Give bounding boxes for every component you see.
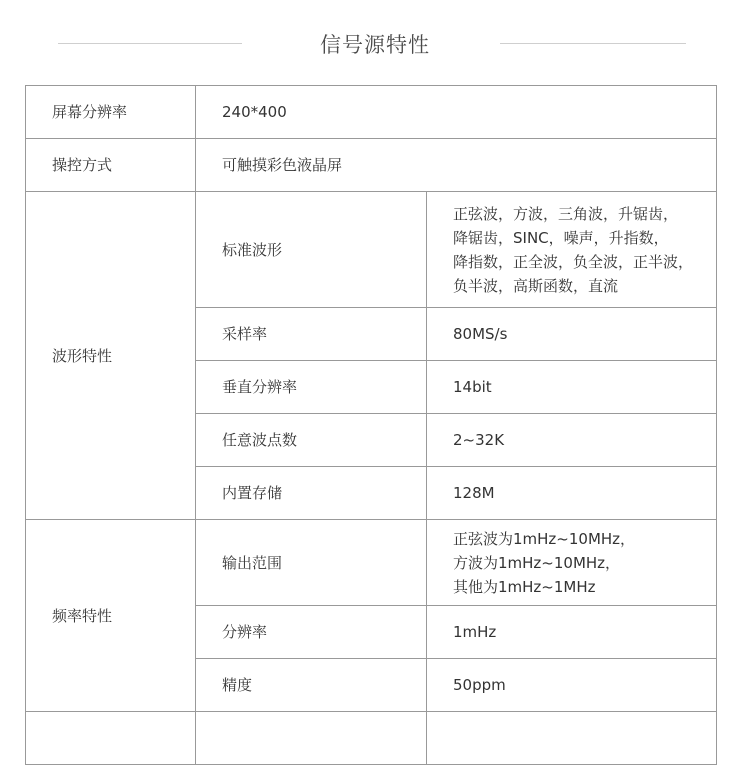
table-cell-empty [427,712,717,765]
group-label-waveform: 波形特性 [26,192,196,520]
row-value-standard-waveform [427,192,717,308]
row-value-control-method: 可触摸彩色液晶屏 [196,139,717,192]
row-value-arbitrary-points: 2~32K [427,414,717,467]
row-label-arbitrary-points: 任意波点数 [196,414,427,467]
group-label-frequency: 频率特性 [26,520,196,712]
row-value-vertical-resolution: 14bit [427,361,717,414]
row-value-accuracy: 50ppm [427,659,717,712]
table-row [26,520,717,606]
table-row [26,712,717,765]
row-label-internal-storage: 内置存储 [196,467,427,520]
row-value-internal-storage: 128M [427,467,717,520]
row-value-frequency-resolution: 1mHz [427,606,717,659]
range-line: 正弦波为1mHz~10MHz， [453,529,636,548]
row-value-screen-resolution: 240*400 [196,86,717,139]
title-divider-right [500,43,686,44]
spec-table [25,85,717,765]
waveform-list-line: 降锯齿，SINC，噪声，升指数， [453,228,669,247]
table-cell-empty [26,712,196,765]
row-label-output-range: 输出范围 [196,520,427,606]
table-row [26,192,717,308]
section-header [0,0,750,86]
row-label-frequency-resolution: 分辨率 [196,606,427,659]
waveform-list-line: 降指数，正全波，负全波，正半波， [453,252,694,271]
page-title: 信号源特性 [320,33,430,57]
row-label-accuracy: 精度 [196,659,427,712]
waveform-list-line: 正弦波，方波，三角波，升锯齿， [453,204,679,223]
row-label-sample-rate: 采样率 [196,308,427,361]
table-cell-empty [196,712,427,765]
table-row [26,86,717,139]
row-value-output-range [427,520,717,606]
row-label-control-method: 操控方式 [26,139,196,192]
table-row [26,139,717,192]
row-label-vertical-resolution: 垂直分辨率 [196,361,427,414]
waveform-list-line: 负半波，高斯函数，直流 [453,276,619,295]
range-line: 方波为1mHz~10MHz， [453,553,621,572]
row-value-sample-rate: 80MS/s [427,308,717,361]
range-line: 其他为1mHz~1MHz [453,577,596,596]
row-label-screen-resolution: 屏幕分辨率 [26,86,196,139]
row-label-standard-waveform: 标准波形 [196,192,427,308]
